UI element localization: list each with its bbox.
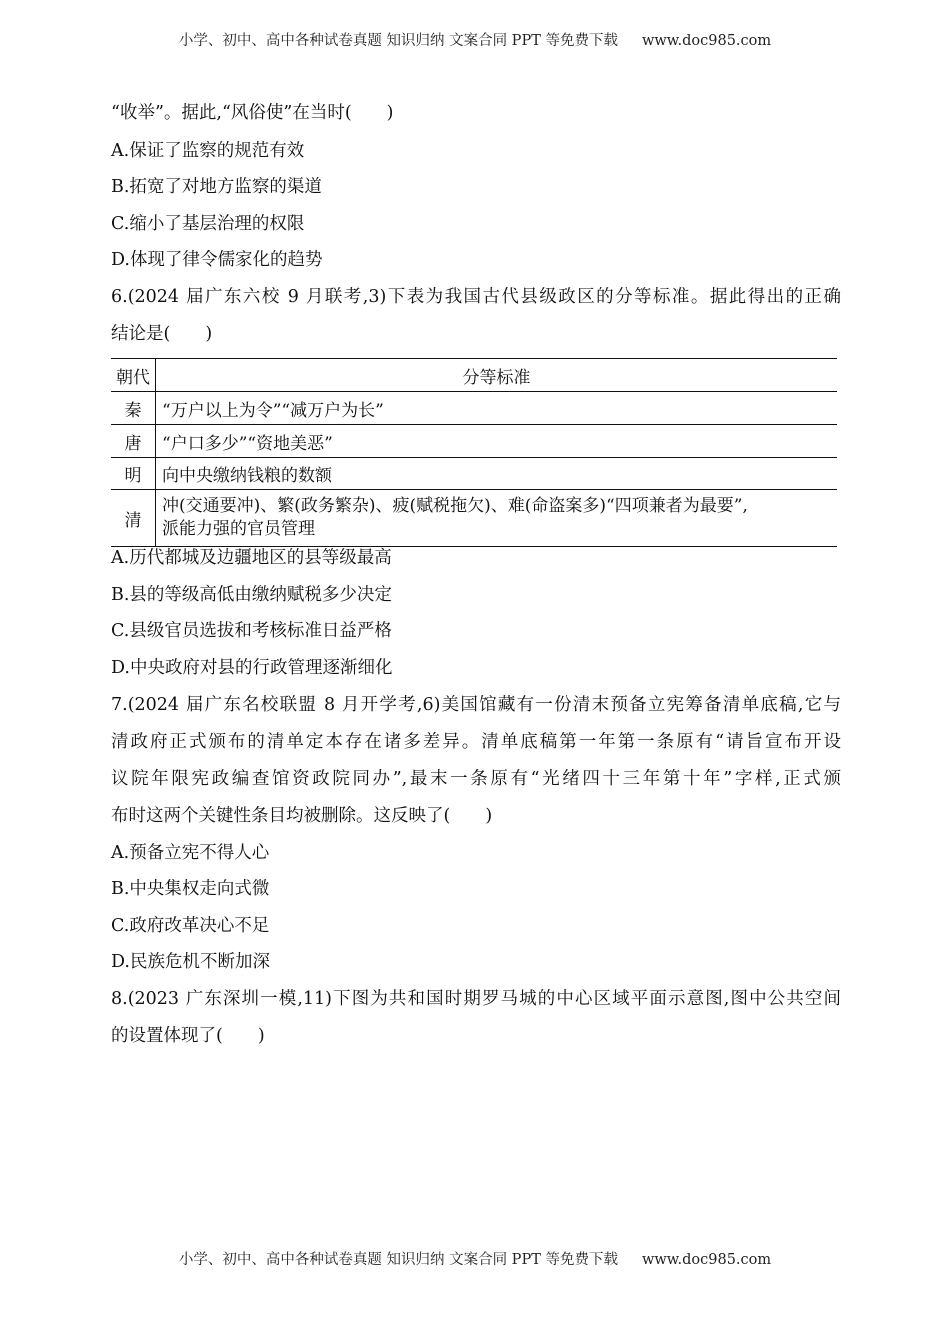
page-footer <box>0 1248 950 1269</box>
header-url[interactable]: www.doc985.com <box>641 33 772 49</box>
q6-option-c: C.县级官员选拔和考核标准日益严格 <box>111 621 392 641</box>
q7-stem-line4: 布时这两个关键性条目均被删除。这反映了( ) <box>111 806 493 826</box>
q7-stem-line3: 议院年限宪政编查馆资政院同办”,最末一条原有“光绪四十三年第十年”字样,正式颁 <box>111 769 841 789</box>
q6-option-b: B.县的等级高低由缴纳赋税多少决定 <box>111 585 392 605</box>
row-dynasty: 清 <box>111 490 156 547</box>
q5-option-b: B.拓宽了对地方监察的渠道 <box>111 177 322 197</box>
header-dynasty: 朝代 <box>111 359 156 392</box>
q6-option-a: A.历代都城及边疆地区的县等级最高 <box>111 548 392 568</box>
table-header-row <box>111 359 837 392</box>
q6-stem-line1: 6.(2024 届广东六校 9 月联考,3)下表为我国古代县级政区的分等标准。据此得出的正确 <box>111 287 841 307</box>
q7-stem-line1: 7.(2024 届广东名校联盟 8 月开学考,6)美国馆藏有一份清末预备立宪筹备清单底稿,它与 <box>111 695 841 715</box>
row-standard-line2: 派能力强的官员管理 <box>162 519 315 539</box>
page-header <box>0 29 950 50</box>
table-row <box>111 392 837 425</box>
q7-option-d: D.民族危机不断加深 <box>111 952 270 972</box>
footer-text: 小学、初中、高中各种试卷真题 知识归纳 文案合同 PPT 等免费下载 <box>178 1252 618 1268</box>
footer-url[interactable]: www.doc985.com <box>641 1252 772 1268</box>
q8-stem-line1: 8.(2023 广东深圳一模,11)下图为共和国时期罗马城的中心区域平面示意图,图中公共空间 <box>111 989 841 1009</box>
header-text: 小学、初中、高中各种试卷真题 知识归纳 文案合同 PPT 等免费下载 <box>178 33 618 49</box>
q5-option-d: D.体现了律令儒家化的趋势 <box>111 250 323 270</box>
row-standard: “户口多少”“资地美恶” <box>156 425 838 458</box>
q5-stem-tail: “收举”。据此,“风俗使”在当时( ) <box>111 103 394 123</box>
table-row <box>111 458 837 490</box>
table-row <box>111 490 837 547</box>
q6-stem-line2: 结论是( ) <box>111 324 213 344</box>
q8-stem-line2: 的设置体现了( ) <box>111 1026 265 1046</box>
row-dynasty: 唐 <box>111 425 156 458</box>
row-standard <box>156 490 838 547</box>
q7-option-c: C.政府改革决心不足 <box>111 916 270 936</box>
q7-stem-line2: 清政府正式颁布的清单定本存在诸多差异。清单底稿第一年第一条原有“请旨宣布开设 <box>111 732 841 752</box>
q5-option-a: A.保证了监察的规范有效 <box>111 141 305 161</box>
table-row <box>111 425 837 458</box>
row-dynasty: 秦 <box>111 392 156 425</box>
q7-option-a: A.预备立宪不得人心 <box>111 843 270 863</box>
q5-option-c: C.缩小了基层治理的权限 <box>111 214 305 234</box>
q7-option-b: B.中央集权走向式微 <box>111 879 270 899</box>
row-standard: “万户以上为令”“减万户为长” <box>156 392 838 425</box>
row-dynasty: 明 <box>111 458 156 490</box>
row-standard-line1: 冲(交通要冲)、繁(政务繁杂)、疲(赋税拖欠)、难(命盗案多)“四项兼者为最要”, <box>162 496 748 516</box>
county-grading-table <box>111 358 837 547</box>
header-standard: 分等标准 <box>156 359 838 392</box>
row-standard: 向中央缴纳钱粮的数额 <box>156 458 838 490</box>
q6-option-d: D.中央政府对县的行政管理逐渐细化 <box>111 658 393 678</box>
